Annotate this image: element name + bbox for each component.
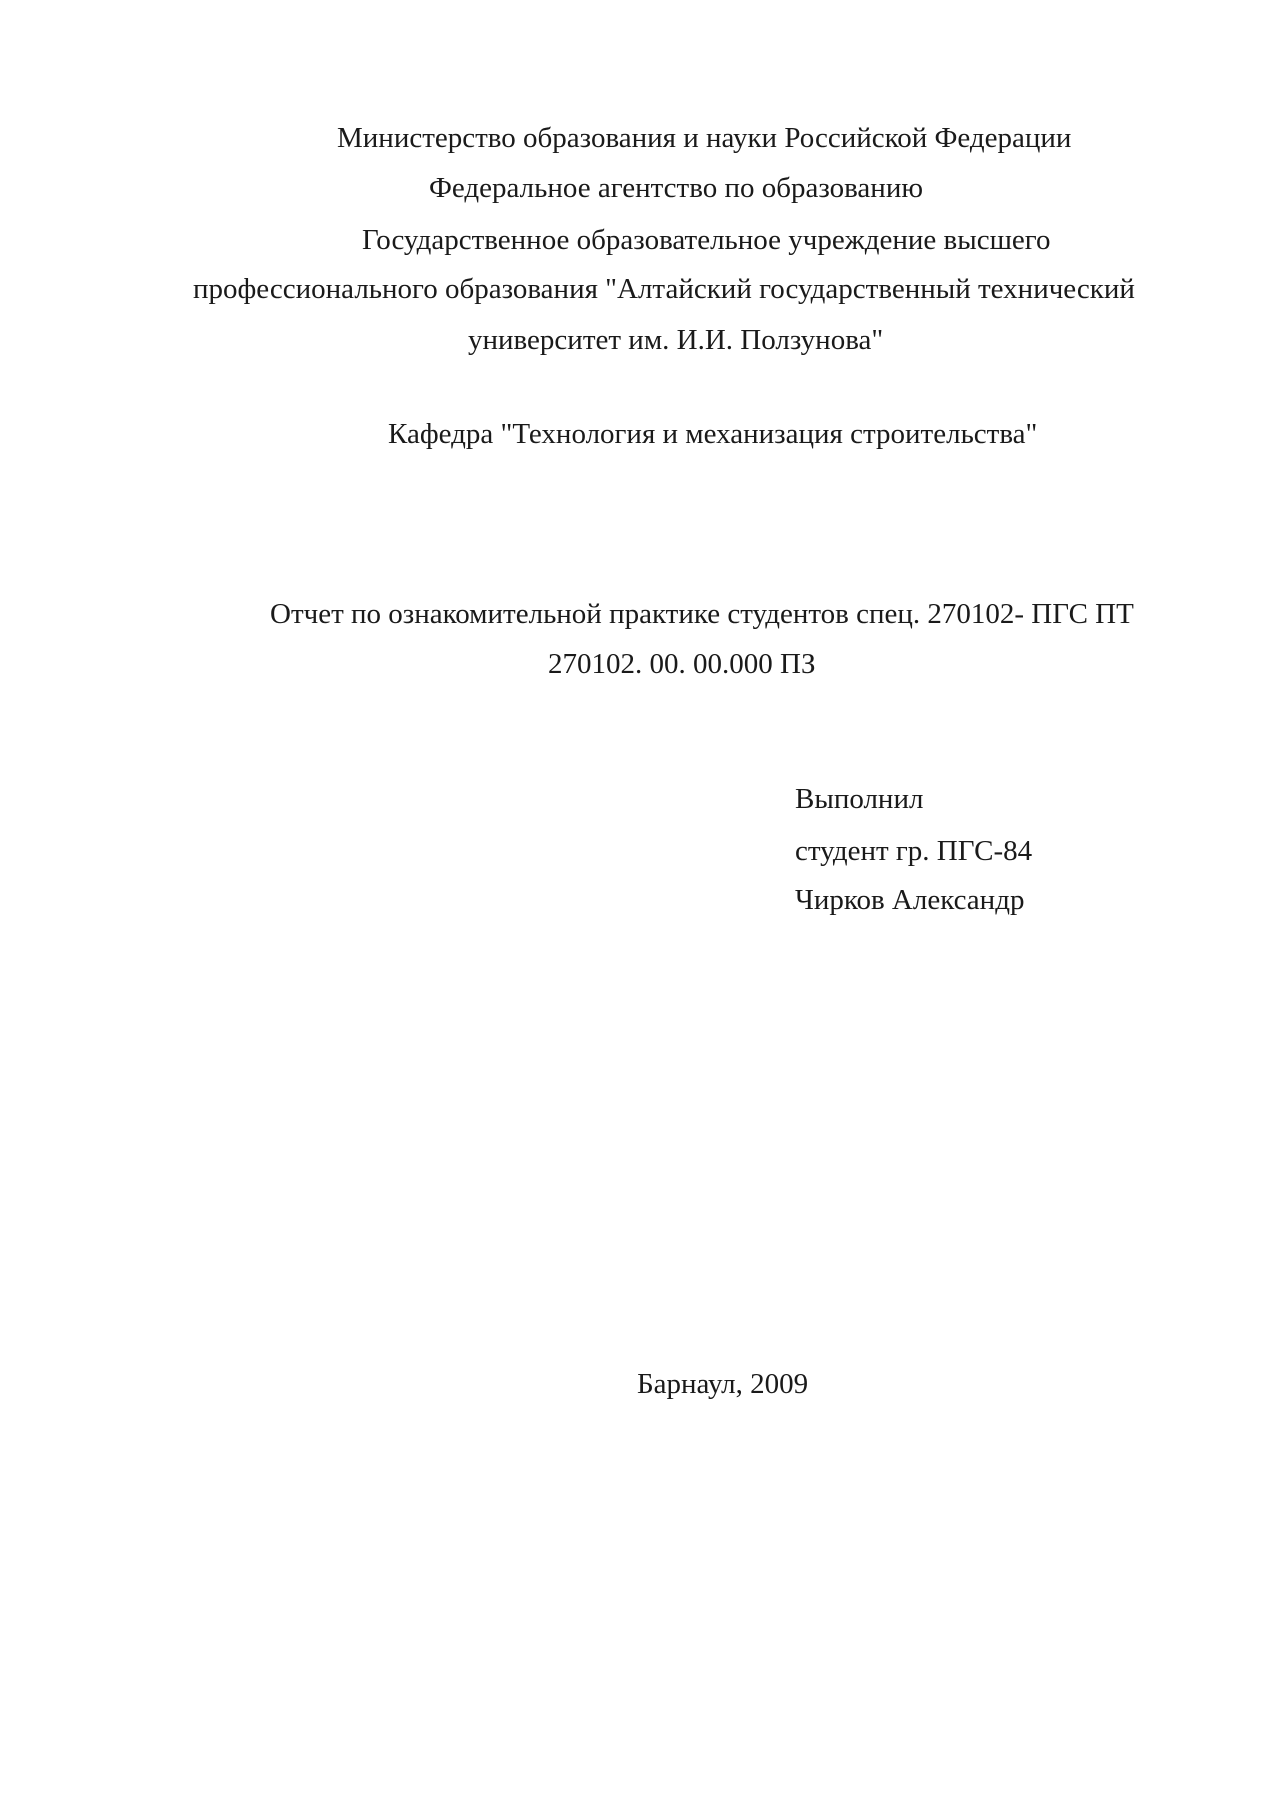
agency-line: Федеральное агентство по образованию [429,172,924,204]
institution-line-3: университет им. И.И. Ползунова" [468,324,884,356]
ministry-line: Министерство образования и науки Российской Федерации [337,122,1072,154]
institution-line-1: Государственное образовательное учреждение высшего [362,224,1051,256]
department-line: Кафедра "Технология и механизация строительства" [388,418,1038,450]
student-name: Чирков Александр [795,884,1025,916]
student-group: студент гр. ПГС-84 [795,835,1033,867]
report-title: Отчет по ознакомительной практике студентов спец. 270102- ПГС ПТ [270,598,1134,630]
city-year: Барнаул, 2009 [637,1368,809,1400]
institution-line-2: профессионального образования "Алтайский государственный технический [193,273,1135,305]
performed-by-label: Выполнил [795,783,924,815]
report-code: 270102. 00. 00.000 ПЗ [548,648,816,680]
